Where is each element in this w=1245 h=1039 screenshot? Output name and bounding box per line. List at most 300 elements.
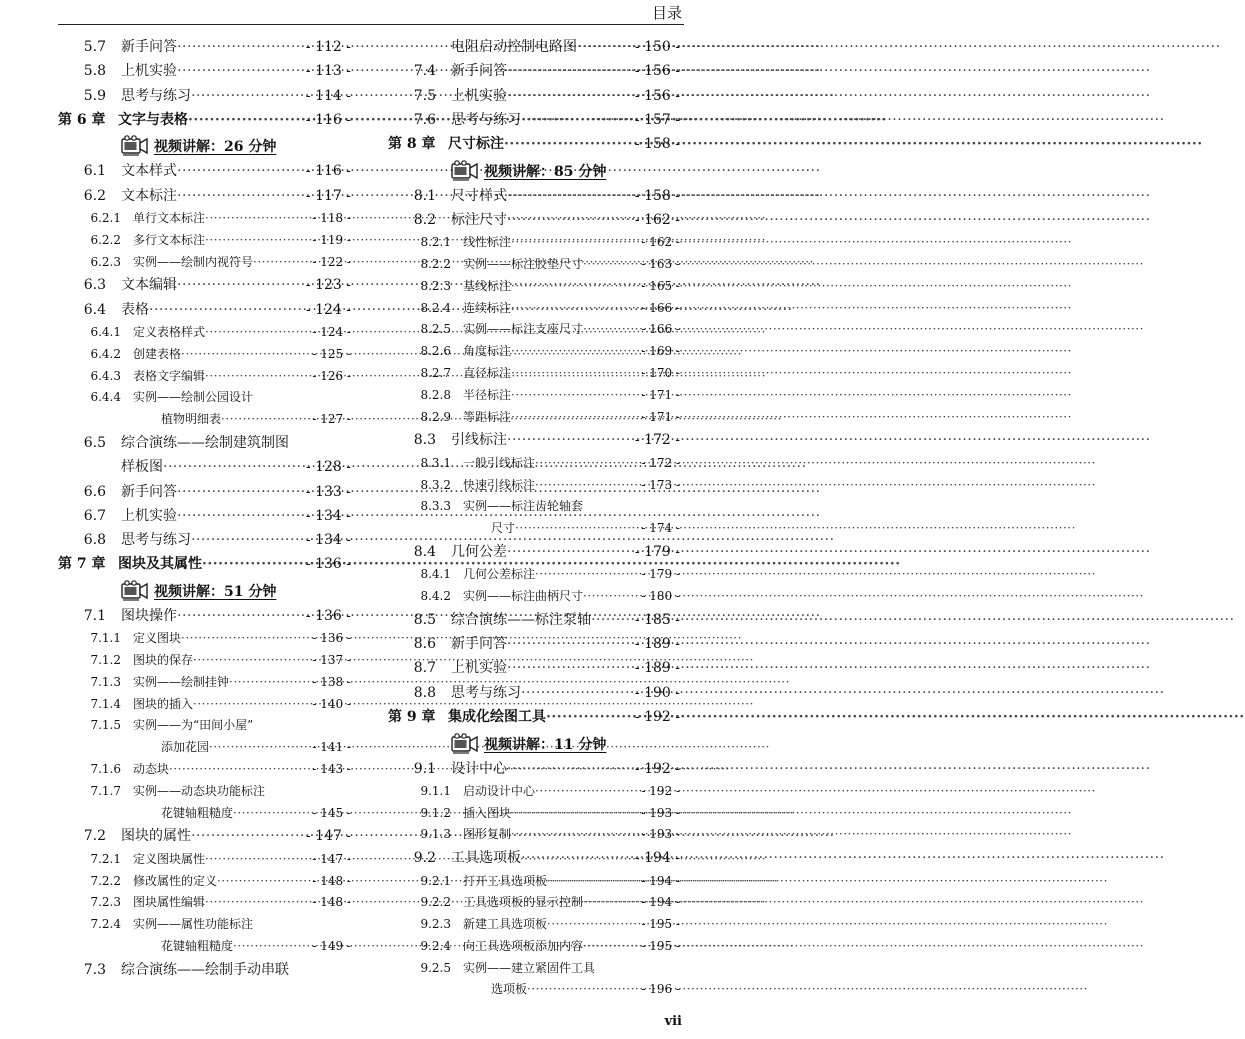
toc-sub-entry[interactable] (58, 388, 351, 410)
toc-entry-title: 新建工具选项板 (463, 917, 548, 932)
toc-page-number: - 150 - (634, 39, 680, 55)
toc-section-entry[interactable] (58, 160, 351, 184)
toc-entry-title: 植物明细表 (161, 412, 222, 427)
toc-entry-title: 直径标注 (463, 366, 512, 381)
toc-page-number: - 192 - (634, 709, 680, 726)
toc-entry-title: 表格文字编辑 (133, 368, 206, 383)
toc-entry-title: 图块的属性 (121, 828, 191, 845)
toc-sub-entry[interactable] (388, 299, 680, 321)
toc-sub-entry[interactable] (388, 587, 680, 609)
toc-page-number: - 138 - (312, 674, 351, 689)
toc-section-entry[interactable] (388, 609, 680, 633)
dot-leader (591, 612, 633, 628)
toc-entry-title: 工具选项板的显示控制 (463, 895, 584, 910)
video-camera-icon (121, 135, 149, 157)
toc-entry-number: 9.1.2 (420, 805, 451, 820)
toc-page-number: - 194 - (641, 873, 680, 888)
toc-section-entry[interactable] (58, 505, 351, 529)
toc-entry-title: 实例——为“田间小屋” (133, 718, 254, 733)
toc-page-number: - 140 - (312, 696, 351, 711)
toc-page-number: - 145 - (312, 805, 351, 820)
toc-section-entry[interactable] (388, 758, 680, 782)
toc-entry-title: 实例——绘制挂钟 (133, 674, 230, 689)
toc-sub-entry[interactable] (388, 320, 680, 342)
toc-entry-number: 6.4.3 (90, 368, 121, 383)
toc-page-number: - 148 - (312, 873, 351, 888)
dot-leader (209, 740, 310, 754)
toc-sub-entry[interactable] (58, 695, 351, 717)
dot-leader (177, 188, 304, 204)
toc-sub-entry[interactable] (388, 937, 680, 959)
toc-entry-number: 7.2 (83, 828, 106, 845)
toc-entry-title: 实例——标注曲柄尺寸 (463, 589, 584, 604)
toc-sub-entry[interactable] (58, 629, 351, 651)
toc-page-number: - 137 - (312, 653, 351, 668)
dot-leader (535, 567, 639, 581)
toc-entry-number: 6.2.1 (90, 210, 121, 225)
toc-entry-title: 实例——绘制内视符号 (133, 254, 254, 269)
toc-page-number: - 136 - (305, 607, 351, 624)
dot-leader (511, 410, 639, 424)
toc-entry-title: 表格 (121, 301, 149, 318)
toc-entry-continuation[interactable] (388, 36, 680, 60)
toc-entry-number: 6.6 (83, 483, 106, 500)
dot-leader (177, 163, 304, 179)
page-header-title: 目录 (651, 4, 682, 22)
dot-leader (181, 347, 310, 361)
toc-sub-entry[interactable] (58, 323, 351, 345)
toc-page-number: - 136 - (312, 631, 351, 646)
toc-section-entry[interactable] (58, 36, 351, 60)
dot-leader (507, 63, 633, 79)
toc-entry-number: 8.3.3 (420, 499, 451, 514)
toc-entry-title: 电阻启动控制电路图 (451, 39, 577, 55)
toc-page-number: - 158 - (634, 136, 680, 153)
toc-section-entry[interactable] (58, 481, 351, 505)
toc-sub-entry[interactable] (58, 760, 351, 782)
toc-section-entry[interactable] (388, 109, 680, 133)
toc-entry-title: 快速引线标注 (463, 477, 536, 492)
toc-page-number: - 157 - (634, 111, 680, 128)
toc-entry-number: 第 7 章 (58, 556, 106, 573)
toc-page-number: - 119 - (312, 232, 351, 247)
toc-entry-title: 实例——标注胶垫尺寸 (463, 257, 584, 272)
video-lecture-label: 视频讲解：85 分钟 (484, 163, 607, 180)
dot-leader (527, 982, 639, 996)
toc-entry-title: 选项板 (491, 982, 528, 997)
toc-entry-number: 7.1.6 (90, 762, 121, 777)
toc-entry-number: 8.4.1 (420, 567, 451, 582)
toc-page-number: - 124 - (312, 324, 351, 339)
toc-section-entry[interactable] (58, 529, 351, 553)
dot-leader (193, 653, 310, 667)
toc-page-number: - 193 - (641, 805, 680, 820)
toc-entry-title: 图块操作 (121, 607, 177, 624)
toc-entry-title: 思考与练习 (451, 111, 521, 128)
dot-leader (583, 589, 639, 603)
toc-entry-title: 上机实验 (121, 63, 177, 80)
toc-sub-entry[interactable] (58, 209, 351, 231)
toc-page-number: - 162 - (641, 235, 680, 250)
toc-page-number: - 194 - (641, 895, 680, 910)
toc-page-number: - 180 - (641, 589, 680, 604)
dot-leader (507, 432, 633, 448)
toc-entry-title: 启动设计中心 (463, 783, 536, 798)
toc-sub-entry[interactable] (58, 367, 351, 389)
toc-entry-title: 线性标注 (463, 235, 512, 250)
toc-entry-title: 实例——标注齿轮轴套 (463, 499, 584, 514)
toc-entry-title: 等距标注 (463, 409, 512, 424)
toc-page-number: - 170 - (641, 366, 680, 381)
toc-section-entry[interactable] (388, 633, 680, 657)
toc-section-entry[interactable] (58, 60, 351, 84)
toc-entry-number: 5.9 (83, 87, 106, 104)
toc-page-number: - 192 - (634, 760, 680, 777)
toc-sub-entry[interactable] (388, 255, 680, 277)
toc-page-number: - 148 - (312, 895, 351, 910)
toc-section-entry[interactable] (388, 60, 680, 84)
toc-page-number: - 124 - (305, 301, 351, 318)
toc-page-number: - 117 - (305, 187, 351, 204)
toc-entry-number: 第 6 章 (58, 111, 106, 128)
dot-leader (507, 212, 633, 228)
toc-entry-title: 综合演练——标注泵轴 (451, 611, 591, 628)
toc-page-number: - 134 - (305, 507, 351, 524)
toc-chapter-entry[interactable] (58, 109, 351, 133)
toc-entry-continuation[interactable] (58, 738, 351, 760)
toc-entry-title: 动态块 (133, 762, 170, 777)
toc-entry-title: 图块属性编辑 (133, 895, 206, 910)
toc-entry-number: 8.2.9 (420, 409, 451, 424)
toc-entry-number: 6.4 (83, 301, 106, 318)
toc-entry-title: 几何公差标注 (463, 567, 536, 582)
toc-entry-title: 实例——属性功能标注 (133, 917, 254, 932)
toc-section-entry[interactable] (58, 85, 351, 109)
toc-entry-number: 8.2.3 (420, 278, 451, 293)
toc-section-entry[interactable] (388, 541, 680, 565)
toc-page-number: - 147 - (305, 828, 351, 845)
video-lecture-label: 视频讲解：11 分钟 (484, 736, 607, 753)
toc-sub-entry[interactable] (58, 782, 351, 804)
dot-leader (205, 325, 310, 339)
toc-page-number: - 166 - (641, 300, 680, 315)
dot-leader (535, 784, 639, 798)
toc-page-number: - 190 - (634, 684, 680, 701)
toc-section-entry[interactable] (58, 299, 351, 323)
toc-page-number: - 143 - (312, 762, 351, 777)
toc-entry-number: 7.6 (413, 111, 436, 128)
toc-entry-number: 9.1.1 (420, 783, 451, 798)
toc-entry-title: 设计中心 (451, 760, 507, 777)
toc-entry-title: 定义图块 (133, 631, 182, 646)
toc-entry-number: 9.2.2 (420, 895, 451, 910)
toc-entry-title: 插入图块 (463, 805, 512, 820)
toc-entry-title: 定义表格样式 (133, 324, 206, 339)
toc-page-number: - 192 - (641, 783, 680, 798)
toc-sub-entry[interactable] (58, 651, 351, 673)
toc-section-entry[interactable] (58, 185, 351, 209)
toc-entry-title: 上机实验 (121, 507, 177, 524)
toc-sub-entry[interactable] (388, 342, 680, 364)
toc-section-entry[interactable] (388, 682, 680, 706)
dot-leader (193, 697, 310, 711)
dot-leader (507, 544, 633, 560)
toc-sub-entry[interactable] (388, 915, 680, 937)
toc-page-number: - 171 - (641, 409, 680, 424)
toc-entry-number: 6.4.1 (90, 324, 121, 339)
toc-sub-entry[interactable] (58, 893, 351, 915)
toc-entry-title: 图块的插入 (133, 696, 194, 711)
toc-sub-entry[interactable] (58, 231, 351, 253)
toc-entry-title: 上机实验 (451, 660, 507, 677)
toc-sub-entry[interactable] (388, 893, 680, 915)
toc-entry-title: 实例——绘制公园设计 (133, 390, 254, 405)
dot-leader (511, 806, 639, 820)
toc-entry-number: 8.7 (413, 660, 436, 677)
toc-entry-continuation[interactable] (58, 804, 351, 826)
toc-entry-title: 实例——动态块功能标注 (133, 783, 266, 798)
dot-leader (229, 675, 310, 689)
toc-entry-title: 文本编辑 (121, 277, 177, 294)
toc-entry-number: 7.1.3 (90, 674, 121, 689)
toc-entry-number: 8.2.2 (420, 257, 451, 272)
toc-entry-number: 8.2.6 (420, 344, 451, 359)
toc-sub-entry[interactable] (388, 804, 680, 826)
toc-sub-entry[interactable] (388, 233, 680, 255)
toc-entry-number: 9.2.4 (420, 938, 451, 953)
toc-entry-continuation[interactable] (58, 456, 351, 480)
toc-sub-entry[interactable] (388, 277, 680, 299)
video-lecture-link[interactable] (58, 132, 351, 160)
toc-entry-title: 几何公差 (451, 543, 507, 560)
toc-entry-title: 实例——建立紧固件工具 (463, 960, 596, 975)
toc-entry-title: 新手问答 (451, 63, 507, 80)
toc-section-entry[interactable] (58, 432, 351, 456)
video-lecture-link[interactable] (388, 730, 680, 758)
toc-entry-number: 9.2 (413, 850, 436, 867)
toc-sub-entry[interactable] (58, 850, 351, 872)
toc-chapter-entry[interactable] (58, 553, 351, 577)
toc-entry-title: 定义图块属性 (133, 851, 206, 866)
page-number: vii (664, 1014, 682, 1029)
dot-leader (177, 484, 304, 500)
toc-section-entry[interactable] (388, 209, 680, 233)
dot-leader (583, 939, 639, 953)
toc-entry-number: 7.4 (413, 63, 436, 80)
toc-page-number: - 112 - (305, 39, 351, 55)
dot-leader (511, 388, 639, 402)
toc-page-number: - 174 - (641, 521, 680, 536)
toc-entry-number: 第 9 章 (388, 709, 436, 726)
toc-entry-number: 6.2.3 (90, 254, 121, 269)
toc-page-number: - 172 - (641, 455, 680, 470)
toc-section-entry[interactable] (388, 657, 680, 681)
toc-sub-entry[interactable] (388, 497, 680, 519)
toc-page-number: - 194 - (634, 850, 680, 867)
toc-sub-entry[interactable] (58, 872, 351, 894)
dot-leader (233, 806, 310, 820)
dot-leader (511, 366, 639, 380)
toc-entry-number: 8.4.2 (420, 589, 451, 604)
toc-entry-continuation[interactable] (58, 410, 351, 432)
toc-entry-number: 8.2.8 (420, 387, 451, 402)
toc-section-entry[interactable] (388, 847, 680, 871)
toc-entry-number: 8.2.1 (420, 235, 451, 250)
toc-entry-number: 8.3.2 (420, 477, 451, 492)
toc-entry-title: 实例——标注支座尺寸 (463, 322, 584, 337)
toc-entry-continuation[interactable] (58, 937, 351, 959)
dot-leader (253, 255, 310, 269)
toc-page-number: - 113 - (305, 63, 351, 80)
toc-section-entry[interactable] (388, 429, 680, 453)
toc-entry-number: 6.2 (83, 187, 106, 204)
dot-leader (149, 302, 304, 318)
toc-sub-entry[interactable] (388, 565, 680, 587)
dot-leader (511, 344, 639, 358)
toc-entry-title: 修改属性的定义 (133, 873, 218, 888)
toc-page-number: - 163 - (641, 257, 680, 272)
toc-page-number: - 189 - (634, 636, 680, 653)
toc-entry-number: 9.2.3 (420, 917, 451, 932)
dot-leader (169, 762, 310, 776)
dot-leader (202, 556, 304, 572)
toc-entry-title: 上机实验 (451, 87, 507, 104)
toc-section-entry[interactable] (58, 605, 351, 629)
toc-page-number: - 195 - (641, 938, 680, 953)
toc-section-entry[interactable] (58, 274, 351, 298)
toc-entry-title: 打开工具选项板 (463, 873, 548, 888)
toc-page-number: - 127 - (312, 412, 351, 427)
toc-entry-title: 思考与练习 (451, 684, 521, 701)
toc-entry-title: 连续标注 (463, 300, 512, 315)
toc-entry-number: 7.2.1 (90, 851, 121, 866)
dot-leader (205, 852, 310, 866)
toc-entry-number: 8.3 (413, 432, 436, 449)
toc-page-number: - 126 - (312, 368, 351, 383)
toc-entry-title: 文本样式 (121, 163, 177, 180)
toc-sub-entry[interactable] (58, 915, 351, 937)
toc-page-number: - 185 - (634, 611, 680, 628)
toc-entry-title: 一般引线标注 (463, 455, 536, 470)
toc-entry-title: 标注尺寸 (451, 211, 507, 228)
toc-sub-entry[interactable] (388, 454, 680, 476)
toc-entry-number: 7.2.4 (90, 917, 121, 932)
toc-sub-entry[interactable] (388, 825, 680, 847)
toc-chapter-entry[interactable] (388, 133, 680, 157)
toc-entry-number: 7.3 (83, 961, 106, 978)
video-camera-icon (451, 160, 479, 182)
toc-chapter-entry[interactable] (388, 706, 680, 730)
toc-sub-entry[interactable] (58, 253, 351, 275)
toc-entry-continuation[interactable] (388, 519, 680, 541)
video-lecture-link[interactable] (58, 577, 351, 605)
dot-leader (205, 233, 310, 247)
dot-leader (515, 521, 639, 535)
toc-sub-entry[interactable] (58, 716, 351, 738)
dot-leader (507, 88, 633, 104)
toc-entry-title: 图块及其属性 (118, 556, 202, 573)
toc-sub-entry[interactable] (388, 959, 680, 981)
toc-entry-number: 8.6 (413, 636, 436, 653)
toc-entry-title: 尺寸样式 (451, 187, 507, 204)
toc-page-number: - 141 - (312, 740, 351, 755)
toc-entry-number: 6.2.2 (90, 232, 121, 247)
toc-sub-entry[interactable] (58, 345, 351, 367)
toc-left-column (58, 36, 351, 983)
toc-page-number: - 118 - (312, 210, 351, 225)
toc-sub-entry[interactable] (388, 476, 680, 498)
toc-entry-continuation[interactable] (388, 980, 680, 1002)
toc-entry-title: 综合演练——绘制建筑制图 (121, 434, 289, 451)
toc-page-number: - 122 - (312, 254, 351, 269)
toc-sub-entry[interactable] (388, 386, 680, 408)
toc-entry-title: 基线标注 (463, 278, 512, 293)
toc-page-number: - 172 - (634, 432, 680, 449)
toc-page-number: - 171 - (641, 387, 680, 402)
toc-page-number: - 158 - (634, 187, 680, 204)
toc-entry-number: 5.8 (83, 63, 106, 80)
dot-leader (188, 112, 304, 128)
dot-leader (507, 188, 633, 204)
dot-leader (177, 508, 304, 524)
toc-sub-entry[interactable] (58, 673, 351, 695)
toc-section-entry[interactable] (388, 85, 680, 109)
toc-entry-number: 8.1 (413, 187, 436, 204)
toc-entry-title: 花键轴粗糙度 (161, 938, 234, 953)
toc-entry-number: 6.7 (83, 507, 106, 524)
toc-entry-number: 7.5 (413, 87, 436, 104)
toc-page-number: - 173 - (641, 477, 680, 492)
toc-entry-title: 创建表格 (133, 346, 182, 361)
toc-section-entry[interactable] (388, 185, 680, 209)
toc-entry-number: 7.1.1 (90, 631, 121, 646)
dot-leader (521, 112, 633, 128)
toc-entry-number: 8.5 (413, 611, 436, 628)
dot-leader (177, 608, 304, 624)
toc-entry-number: 第 8 章 (388, 136, 436, 153)
toc-entry-number: 6.3 (83, 277, 106, 294)
toc-entry-number: 6.8 (83, 532, 106, 549)
toc-sub-entry[interactable] (388, 872, 680, 894)
dot-leader (583, 257, 639, 271)
toc-page-number: - 189 - (634, 660, 680, 677)
toc-section-entry[interactable] (58, 959, 351, 983)
toc-page-number: - 156 - (634, 87, 680, 104)
video-lecture-link[interactable] (388, 157, 680, 185)
dot-leader (577, 39, 633, 55)
dot-leader (181, 631, 310, 645)
toc-entry-title: 样板图 (121, 459, 163, 476)
dot-leader (177, 277, 304, 293)
toc-entry-number: 7.1.2 (90, 653, 121, 668)
dot-leader (191, 532, 304, 548)
video-camera-icon (451, 733, 479, 755)
toc-entry-title: 工具选项板 (451, 850, 521, 867)
toc-section-entry[interactable] (58, 825, 351, 849)
toc-entry-title: 尺寸 (491, 521, 516, 536)
dot-leader (233, 939, 310, 953)
toc-page-number: - 193 - (641, 827, 680, 842)
toc-sub-entry[interactable] (388, 364, 680, 386)
toc-entry-title: 文字与表格 (118, 111, 188, 128)
dot-leader (504, 136, 633, 152)
toc-sub-entry[interactable] (388, 408, 680, 430)
toc-page-number: - 195 - (641, 917, 680, 932)
dot-leader (511, 235, 639, 249)
toc-page-number: - 133 - (305, 483, 351, 500)
dot-leader (191, 88, 304, 104)
toc-sub-entry[interactable] (388, 782, 680, 804)
